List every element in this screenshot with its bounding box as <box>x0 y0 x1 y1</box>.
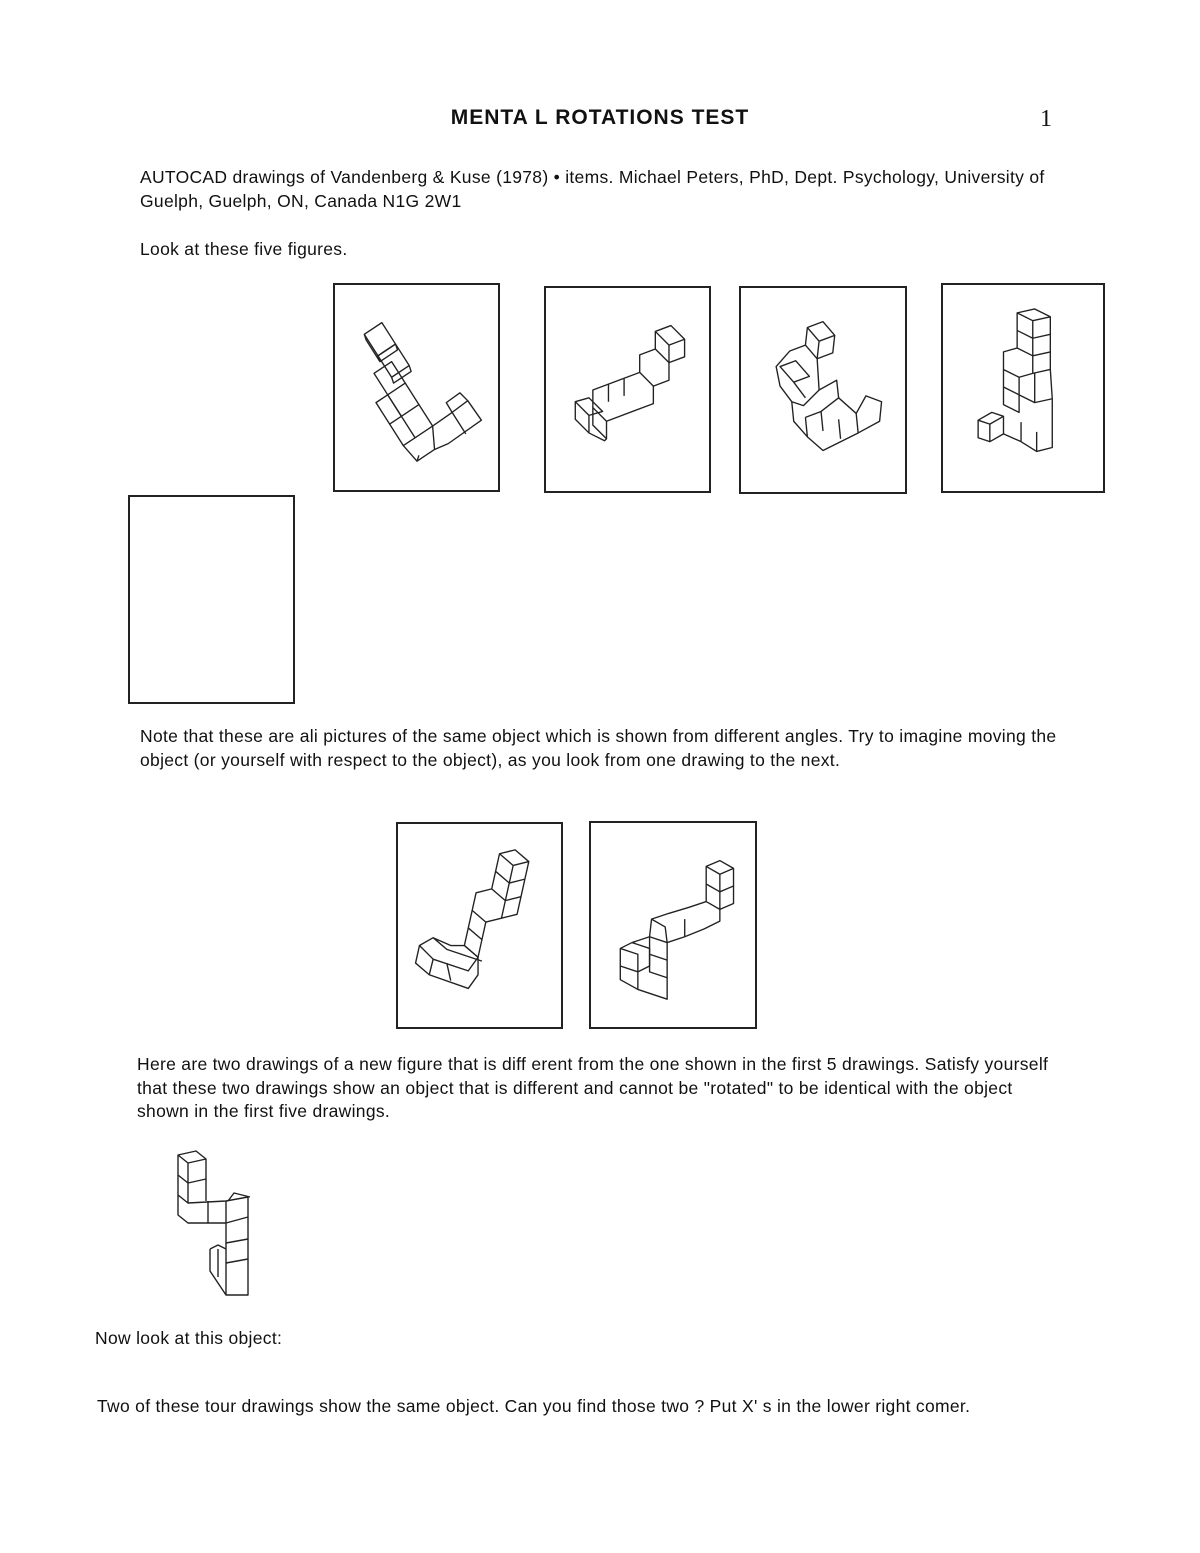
cube-drawing-2 <box>546 288 709 491</box>
target-object <box>168 1145 260 1301</box>
cube-drawing-target <box>168 1145 260 1301</box>
page-title: MENTA L ROTATIONS TEST <box>450 106 750 129</box>
page-number: 1 <box>1040 106 1052 132</box>
different-figure-box-1 <box>396 822 563 1029</box>
credit-text: AUTOCAD drawings of Vandenberg & Kuse (1978) • items. Michael Peters, PhD, Dept. Psychology, University of Guelph, Guelph, ON, Canada N1G 2W1 <box>140 167 1045 211</box>
cube-drawing-different-1 <box>398 824 561 1027</box>
different-figure-box-2 <box>589 821 757 1029</box>
cube-drawing-1 <box>335 285 498 490</box>
figure-box-3 <box>739 286 907 494</box>
note-text: Note that these are ali pictures of the same object which is shown from different angles. Try to imagine moving the object (or yourself with respect to the object), as you look from one drawing to the next. <box>140 726 1057 770</box>
cube-drawing-4 <box>943 285 1103 491</box>
cube-drawing-3 <box>741 288 905 492</box>
cube-drawing-different-2 <box>591 823 755 1027</box>
different-text: Here are two drawings of a new figure that is diff erent from the one shown in the first 5 drawings. Satisfy yourself that these two drawings show an object that is different and cannot be "rotated" to be identical with the object shown in the first five drawings. <box>137 1054 1049 1121</box>
figure-box-4 <box>941 283 1105 493</box>
intro-text: Look at these five figures. <box>140 239 348 259</box>
look-object-text: Now look at this object: <box>95 1328 283 1348</box>
instruction-text: Two of these tour drawings show the same object. Can you find those two ? Put X' s in the lower right comer. <box>97 1396 971 1416</box>
figure-box-5-empty <box>128 495 295 704</box>
figure-box-1 <box>333 283 500 492</box>
figure-box-2 <box>544 286 711 493</box>
